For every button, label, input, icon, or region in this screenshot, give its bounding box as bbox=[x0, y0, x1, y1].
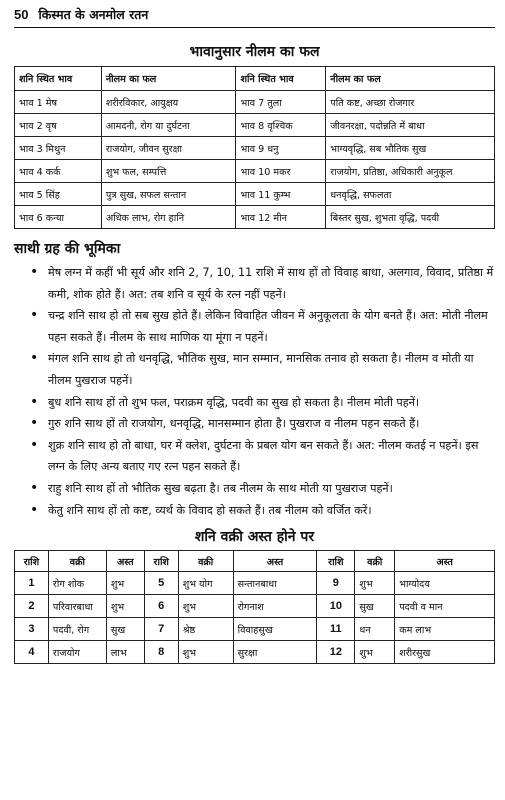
table-row bbox=[15, 183, 495, 206]
table2-title: शनि वक्री अस्त होने पर bbox=[194, 529, 315, 546]
table-cell: परिवारबाधा bbox=[48, 595, 106, 618]
table-row bbox=[15, 641, 495, 664]
table-cell: शुभ bbox=[178, 595, 233, 618]
book-title: किस्मत के अनमोल रतन bbox=[38, 7, 149, 22]
table-cell: भाव 4 कर्क bbox=[15, 160, 102, 183]
bullet-icon: • bbox=[30, 393, 39, 410]
table-cell: रोगनाश bbox=[233, 595, 317, 618]
table-cell: 12 bbox=[317, 641, 355, 664]
list-item-text: राहु शनि साथ हों तो भौतिक सुख बढ़ता है। तब नीलम के साथ मोती या पुखराज पहनें। bbox=[48, 481, 393, 495]
table-cell: शुभ bbox=[355, 641, 395, 664]
table-cell: सुरक्षा bbox=[233, 641, 317, 664]
table1-title: भावानुसार नीलम का फल bbox=[189, 44, 320, 60]
table-cell: लाभ bbox=[106, 641, 144, 664]
list-item bbox=[30, 262, 495, 305]
table-cell: भाव 2 वृष bbox=[15, 114, 102, 137]
table-cell: शरीरविकार, आयुक्षय bbox=[101, 91, 236, 114]
list-item bbox=[30, 348, 495, 391]
column-header: वक्री bbox=[355, 551, 395, 572]
column-header: अस्त bbox=[106, 551, 144, 572]
bullet-list bbox=[14, 262, 495, 521]
table-cell: भाव 6 कन्या bbox=[15, 206, 102, 229]
column-header: शनि स्थित भाव bbox=[236, 67, 326, 91]
list-item bbox=[30, 305, 495, 348]
column-header: नीलम का फल bbox=[326, 67, 495, 91]
table-cell: सन्तानबाधा bbox=[233, 572, 317, 595]
table-cell: विवाहसुख bbox=[233, 618, 317, 641]
table-cell: 10 bbox=[317, 595, 355, 618]
table-saturn-retro-combust bbox=[14, 550, 495, 664]
table-cell: 11 bbox=[317, 618, 355, 641]
table-cell: शुभ bbox=[106, 595, 144, 618]
table-cell: भाव 10 मकर bbox=[236, 160, 326, 183]
page-header bbox=[14, 6, 495, 28]
table-cell: पुत्र सुख, सफल सन्तान bbox=[101, 183, 236, 206]
bullet-icon: • bbox=[30, 264, 39, 280]
table-cell: सुख bbox=[106, 618, 144, 641]
list-item-text: मंगल शनि साथ हो तो धनवृद्धि, भौतिक सुख, मान सम्मान, मानसिक तनाव हो सकता है। नीलम व मोती या नीलम पुखराज पहनें। bbox=[48, 352, 474, 387]
table-row bbox=[15, 91, 495, 114]
table-cell: शरीरसुख bbox=[395, 641, 495, 664]
list-item bbox=[30, 500, 495, 522]
table-row bbox=[15, 137, 495, 160]
table-neelam-by-house bbox=[14, 66, 495, 229]
table-cell: रोग शोक bbox=[48, 572, 106, 595]
table-header-row bbox=[15, 551, 495, 572]
table-cell: 3 bbox=[15, 618, 49, 641]
table-cell: भाव 5 सिंह bbox=[15, 183, 102, 206]
table-row bbox=[15, 160, 495, 183]
bullet-icon: • bbox=[30, 501, 39, 518]
list-item bbox=[30, 478, 495, 500]
table-cell: पति कष्ट, अच्छा रोजगार bbox=[326, 91, 495, 114]
column-header: राशि bbox=[317, 551, 355, 572]
bullet-icon: • bbox=[30, 350, 39, 367]
table-header-row bbox=[15, 67, 495, 91]
table-cell: जीवनरक्षा, पदोन्नति में बाधा bbox=[326, 114, 495, 137]
table-cell: भाग्योदय bbox=[395, 572, 495, 595]
table-cell: शुभ योग bbox=[178, 572, 233, 595]
table-cell: राजयोग, जीवन सुरक्षा bbox=[101, 137, 236, 160]
bullet-icon: • bbox=[30, 436, 39, 453]
table-cell: 5 bbox=[144, 572, 178, 595]
table-cell: श्रेष्ठ bbox=[178, 618, 233, 641]
table-cell: पदवी, रोग bbox=[48, 618, 106, 641]
table-cell: 4 bbox=[15, 641, 49, 664]
table-cell: 6 bbox=[144, 595, 178, 618]
bullet-icon: • bbox=[30, 479, 39, 496]
bullet-icon: • bbox=[30, 415, 39, 432]
column-header: वक्री bbox=[48, 551, 106, 572]
list-item bbox=[30, 435, 495, 478]
table-row bbox=[15, 618, 495, 641]
column-header: राशि bbox=[144, 551, 178, 572]
list-item-text: बुध शनि साथ हों तो शुभ फल, पराक्रम वृद्धि, पदवी का सुख हो सकता है। नीलम मोती पहनें। bbox=[48, 395, 420, 409]
bullet-icon: • bbox=[30, 307, 39, 324]
table-row bbox=[15, 595, 495, 618]
table-cell: 7 bbox=[144, 618, 178, 641]
table-cell: शुभ फल, सम्पत्ति bbox=[101, 160, 236, 183]
table-cell: धन bbox=[355, 618, 395, 641]
list-item-text: गुरु शनि साथ हों तो राजयोग, धनवृद्धि, मानसम्मान होता है। पुखराज व नीलम पहन सकते हैं। bbox=[48, 417, 420, 431]
table-cell: भाव 11 कुम्भ bbox=[236, 183, 326, 206]
column-header: अस्त bbox=[233, 551, 317, 572]
table-cell: पदवी व मान bbox=[395, 595, 495, 618]
table-cell: राजयोग bbox=[48, 641, 106, 664]
table-cell: धनवृद्धि, सफलता bbox=[326, 183, 495, 206]
page-number: 50 bbox=[14, 7, 29, 22]
table-cell: राजयोग, प्रतिष्ठा, अधिकारी अनुकूल bbox=[326, 160, 495, 183]
column-header: नीलम का फल bbox=[101, 67, 236, 91]
table-cell: भाग्यवृद्धि, सब भौतिक सुख bbox=[326, 137, 495, 160]
column-header: अस्त bbox=[395, 551, 495, 572]
list-item-text: चन्द्र शनि साथ हो तो सब सुख होते हैं। लेकिन विवाहित जीवन में अनुकूलता के योग बनते हैं। अत: मोती नीलम पहन सकते हैं। नीलम के साथ माणिक या मूंगा न पहनें। bbox=[48, 309, 488, 344]
table-cell: भाव 7 तुला bbox=[236, 91, 326, 114]
list-item-text: केतु शनि साथ हों तो कष्ट, व्यर्थ के विवाद हो सकते हैं। तब नीलम को वर्जित करें। bbox=[48, 503, 372, 517]
table-cell: आमदनी, रोग या दुर्घटना bbox=[101, 114, 236, 137]
table-cell: शुभ bbox=[106, 572, 144, 595]
table-cell: 8 bbox=[144, 641, 178, 664]
column-header: राशि bbox=[15, 551, 49, 572]
list-item bbox=[30, 392, 495, 414]
table-cell: भाव 8 वृश्चिक bbox=[236, 114, 326, 137]
table-row bbox=[15, 572, 495, 595]
table-row bbox=[15, 114, 495, 137]
table-cell: अधिक लाभ, रोग हानि bbox=[101, 206, 236, 229]
column-header: शनि स्थित भाव bbox=[15, 67, 102, 91]
list-item bbox=[30, 413, 495, 435]
list-item-text: मेष लग्न में कहीं भी सूर्य और शनि 2, 7, 10, 11 राशि में साथ हों तो विवाह बाधा, अलगाव, विवाद, प्रतिष्ठा में कमी, शोक होते हैं। अत: तब शनि व सूर्य के रत्न नहीं पहनें। bbox=[48, 266, 494, 301]
table-cell: भाव 9 धनु bbox=[236, 137, 326, 160]
table-cell: बिस्तर सुख, शुभता वृद्धि, पदवी bbox=[326, 206, 495, 229]
table-cell: 2 bbox=[15, 595, 49, 618]
table-cell: भाव 12 मीन bbox=[236, 206, 326, 229]
table-cell: भाव 3 मिथुन bbox=[15, 137, 102, 160]
table-cell: 1 bbox=[15, 572, 49, 595]
table-cell: भाव 1 मेष bbox=[15, 91, 102, 114]
table-cell: कम लाभ bbox=[395, 618, 495, 641]
section-heading: साथी ग्रह की भूमिका bbox=[14, 241, 121, 257]
list-item-text: शुक्र शनि साथ हो तो बाधा, घर में क्लेश, दुर्घटना के प्रबल योग बन सकते हैं। अत: नीलम कतई न पहनें। इस लग्न के लिए अन्य बताए गए रत्न पहन सकते हैं। bbox=[48, 438, 479, 474]
table-cell: सुख bbox=[355, 595, 395, 618]
table-cell: शुभ bbox=[355, 572, 395, 595]
table-cell: शुभ bbox=[178, 641, 233, 664]
column-header: वक्री bbox=[178, 551, 233, 572]
table-row bbox=[15, 206, 495, 229]
table-cell: 9 bbox=[317, 572, 355, 595]
